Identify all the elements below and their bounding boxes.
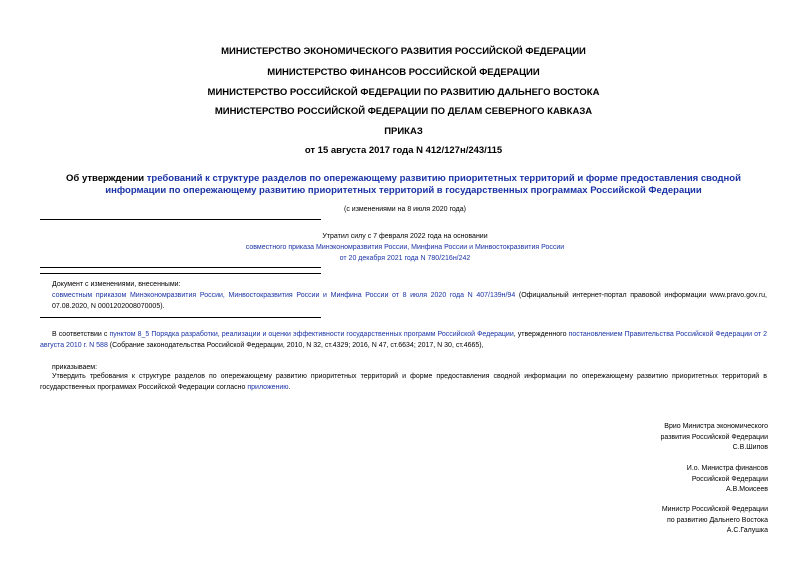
ministry-far-east: МИНИСТЕРСТВО РОССИЙСКОЙ ФЕДЕРАЦИИ ПО РАЗВИТИЮ ДАЛЬНЕГО ВОСТОКА	[207, 87, 600, 98]
basis-text-2: , утвержденного	[513, 331, 569, 338]
signature-position: Министр Российской Федерации	[661, 506, 768, 513]
signature-position: Врио Министра экономического	[664, 423, 768, 430]
order-text-end: .	[288, 384, 291, 391]
changes-text	[40, 290, 767, 312]
expired-link-order[interactable]: совместного приказа Минэкономразвития России, Минфина России и Минвостокразвития России	[245, 244, 565, 251]
document-type: ПРИКАЗ	[384, 126, 423, 137]
signature-position: по развитию Дальнего Востока	[666, 516, 768, 524]
signature-finance	[687, 464, 768, 496]
changes-rest: (Официальный интернет-портал правовой информации www.pravo.gov.ru, 07.08.2020, N 0001202008070005).	[52, 292, 767, 310]
basis-text-1: В соответствии с	[52, 331, 110, 338]
signature-name: А.С.Галушка	[726, 527, 768, 534]
signature-position: Российской Федерации	[691, 475, 768, 483]
order-link-appendix[interactable]: приложению	[247, 384, 289, 391]
basis-text-3: (Собрание законодательства Российской Федерации, 2010, N 32, ст.4329; 2016, N 47, ст.6634; 2017, N 30, ст.4665),	[107, 342, 484, 349]
ministry-north-caucasus: МИНИСТЕРСТВО РОССИЙСКОЙ ФЕДЕРАЦИИ ПО ДЕЛАМ СЕВЕРНОГО КАВКАЗА	[214, 106, 593, 117]
divider-4	[40, 317, 321, 318]
order-text: Утвердить требования к структуре разделов по опережающему развитию приоритетных территорий и форме предоставления сводной информации по опережающему развитию приоритетных территорий в государственных программах Российской Федерации согласно	[40, 373, 767, 391]
divider-2	[40, 267, 321, 268]
ministry-finance: МИНИСТЕРСТВО ФИНАНСОВ РОССИЙСКОЙ ФЕДЕРАЦИИ	[267, 67, 540, 78]
amendment-note: (с изменениями на 8 июля 2020 года)	[344, 206, 466, 213]
expired-link-date[interactable]: от 20 декабря 2021 года N 780/216н/242	[339, 255, 471, 262]
divider-3	[40, 273, 321, 274]
signature-economic	[660, 422, 768, 454]
signature-name: С.В.Шипов	[732, 444, 768, 451]
expired-block	[200, 231, 610, 264]
document-date: от 15 августа 2017 года N 412/127н/243/115	[304, 145, 503, 156]
divider-1	[40, 219, 321, 220]
order-paragraph	[40, 371, 767, 393]
basis-link-procedure[interactable]: пунктом 8_5 Порядка разработки, реализации и оценки эффективности государственных программ Российской Федерации	[109, 331, 514, 338]
basis-paragraph	[40, 329, 767, 351]
signature-position: развития Российской Федерации	[660, 433, 768, 441]
basis-link-resolution[interactable]: постановлением Правительства Российской Федерации от 2 августа 2010 г. N 588	[40, 331, 768, 349]
signature-far-east	[662, 505, 768, 537]
changes-label: Документ с изменениями, внесенными:	[52, 281, 181, 288]
changes-link[interactable]: совместным приказом Минэкономразвития России, Минвостокразвития России и Минфина России от 8 июля 2020 года N 407/139н/94	[52, 292, 516, 299]
title-link[interactable]: требований к структуре разделов по опережающему развитию приоритетных территорий и форме предоставления сводной информации по опережающему развитию приоритетных территорий в государственных программах Российской Федерации	[105, 173, 741, 196]
title-prefix: Об утверждении	[66, 173, 147, 184]
document-title	[40, 173, 767, 197]
signature-name: А.В.Моисеев	[726, 486, 768, 493]
signature-position: И.о. Министра финансов	[686, 465, 768, 472]
order-word: приказываем:	[52, 364, 98, 371]
expired-text: Утратил силу с 7 февраля 2022 года на основании	[322, 233, 488, 240]
changes-block	[40, 279, 767, 312]
ministry-economic: МИНИСТЕРСТВО ЭКОНОМИЧЕСКОГО РАЗВИТИЯ РОССИЙСКОЙ ФЕДЕРАЦИИ	[221, 46, 586, 57]
